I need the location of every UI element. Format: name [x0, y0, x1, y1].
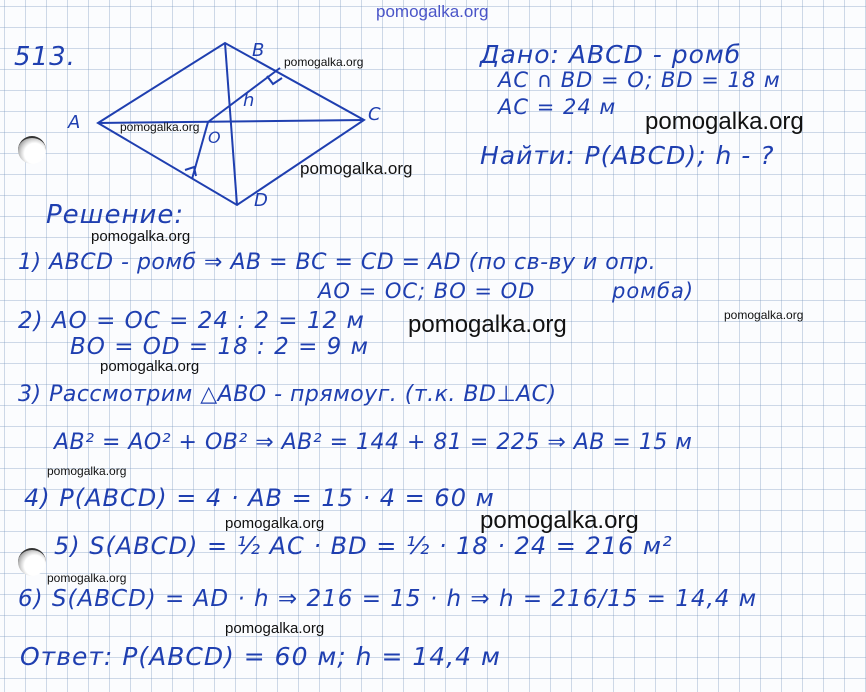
watermark: pomogalka.org	[284, 55, 364, 69]
watermark: pomogalka.org	[480, 507, 639, 534]
answer-line: Ответ: P(ABCD) = 60 м; h = 14,4 м	[20, 642, 501, 671]
watermark: pomogalka.org	[300, 159, 413, 178]
vertex-d-label: D	[254, 190, 268, 211]
watermark: pomogalka.org	[225, 620, 325, 637]
binder-hole-bottom	[18, 548, 46, 576]
watermark: pomogalka.org	[120, 120, 200, 134]
watermark: pomogalka.org	[408, 311, 567, 338]
watermark: pomogalka.org	[47, 464, 127, 478]
vertex-a-label: A	[68, 112, 81, 133]
watermark: pomogalka.org	[100, 358, 200, 375]
vertex-b-label: B	[252, 40, 265, 61]
step-1-equalities: AO = OC; BO = OD	[318, 279, 536, 303]
step-3-line-1: 3) Рассмотрим △ABO - прямоуг. (т.к. BD⊥AC)	[18, 382, 557, 407]
watermark: pomogalka.org	[91, 228, 191, 245]
given-line-1: Дано: ABCD - ромб	[480, 40, 742, 69]
site-header-link[interactable]: pomogalka.org	[376, 2, 489, 21]
step-4: 4) P(ABCD) = 4 · AB = 15 · 4 = 60 м	[24, 484, 495, 512]
watermark: pomogalka.org	[724, 308, 804, 322]
point-o-label: O	[208, 128, 221, 147]
step-1: 1) ABCD - ромб ⇒ AB = BC = CD = AD (по св-ву и опр.	[18, 250, 657, 275]
given-line-3: AC = 24 м	[498, 95, 617, 119]
step-2-line-1: 2) AO = OC = 24 : 2 = 12 м	[18, 308, 365, 334]
step-1-continuation: ромба)	[612, 279, 695, 303]
step-2-line-2: BO = OD = 18 : 2 = 9 м	[70, 334, 369, 360]
find-line: Найти: P(ABCD); h - ?	[480, 141, 775, 170]
solution-title: Решение:	[46, 200, 185, 230]
diagonal-bd	[225, 43, 237, 205]
watermark: pomogalka.org	[47, 571, 127, 585]
problem-number: 513.	[14, 42, 76, 72]
step-5: 5) S(ABCD) = ½ AC · BD = ½ · 18 · 24 = 216 м²	[54, 532, 673, 560]
step-3-line-2: AB² = AO² + OB² ⇒ AB² = 144 + 81 = 225 ⇒ AB = 15 м	[54, 430, 693, 455]
given-line-2: AC ∩ BD = O; BD = 18 м	[498, 68, 781, 92]
watermark: pomogalka.org	[645, 108, 804, 135]
height-h-label: h	[243, 90, 255, 111]
vertex-c-label: C	[368, 104, 381, 125]
binder-hole-top	[18, 136, 46, 164]
watermark: pomogalka.org	[225, 515, 325, 532]
step-6: 6) S(ABCD) = AD · h ⇒ 216 = 15 · h ⇒ h = 216/15 = 14,4 м	[18, 586, 758, 612]
